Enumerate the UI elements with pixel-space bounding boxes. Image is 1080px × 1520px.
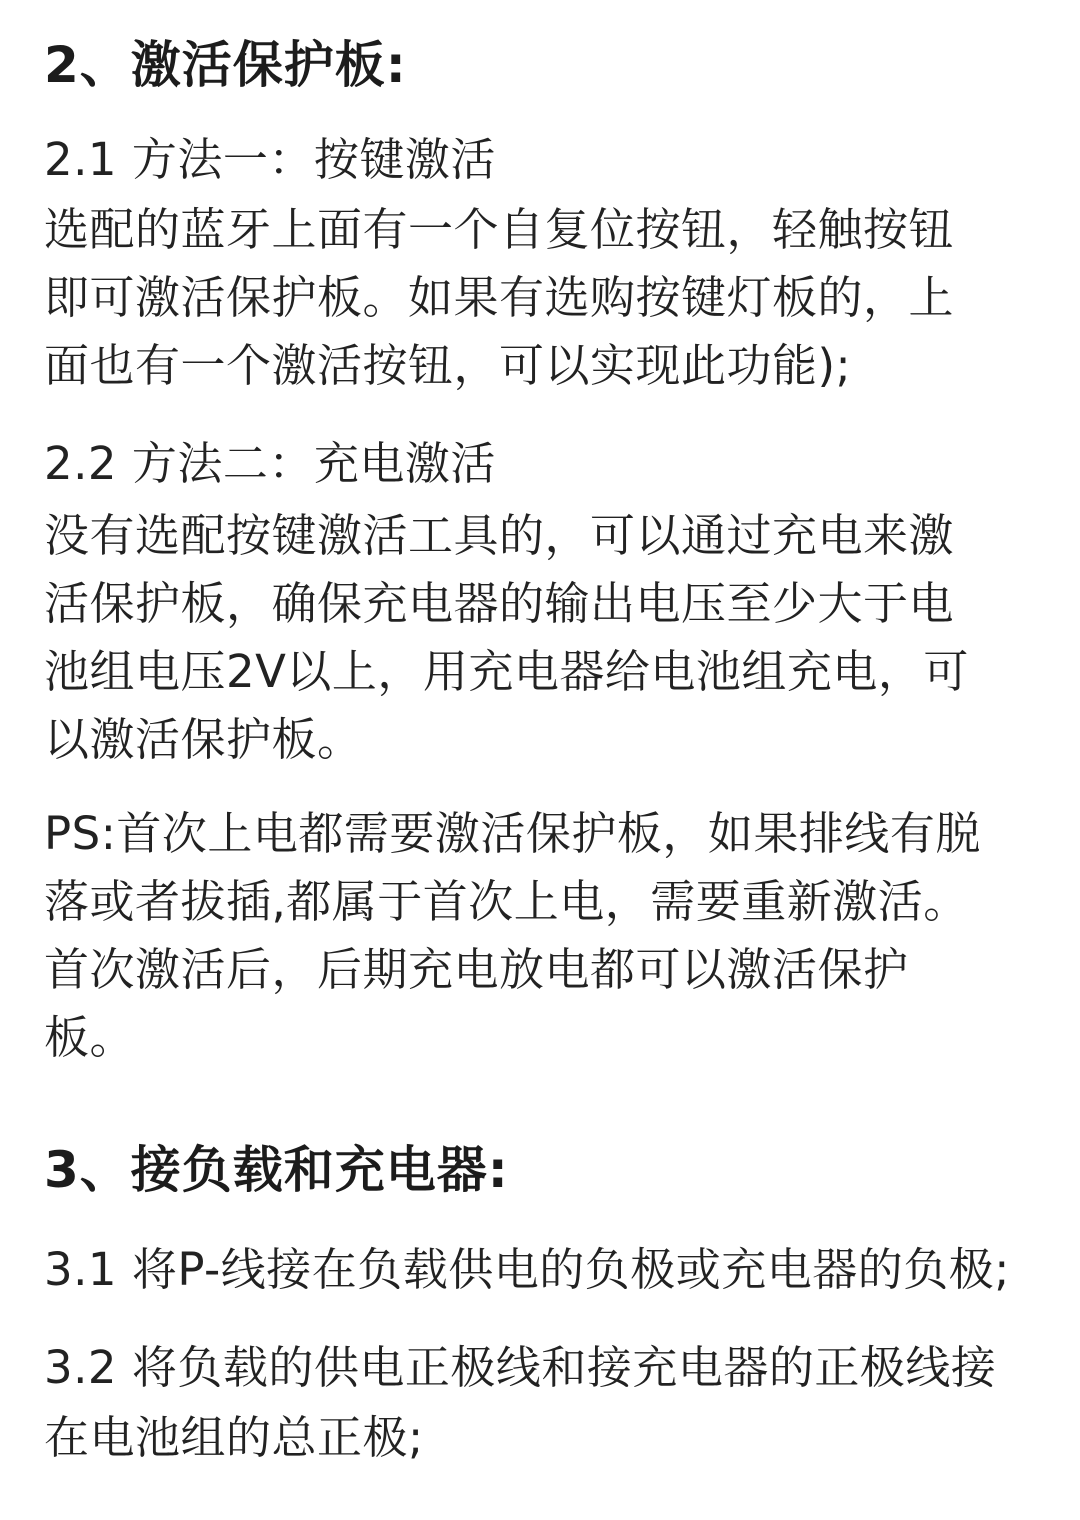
ps-note-line-1: PS:首次上电都需要激活保护板，如果排线有脱 [44, 807, 981, 860]
section-2-heading: 2、激活保护板: [44, 36, 407, 94]
method-2-line-3: 池组电压2V以上，用充电器给电池组充电，可 [44, 645, 969, 698]
method-1-line-2: 即可激活保护板。如果有选购按键灯板的，上 [44, 271, 955, 324]
method-1-line-1: 选配的蓝牙上面有一个自复位按钮，轻触按钮 [44, 203, 955, 256]
step-3-1-line-1: 3.1 将P-线接在负载供电的负极或充电器的负极; [44, 1243, 1010, 1296]
method-2-line-2: 活保护板，确保充电器的输出电压至少大于电 [44, 577, 955, 630]
method-1-line-3: 面也有一个激活按钮，可以实现此功能); [44, 339, 852, 392]
step-3-2-line-2: 在电池组的总正极; [44, 1411, 424, 1464]
ps-note-line-2: 落或者拔插,都属于首次上电，需要重新激活。 [44, 875, 969, 928]
ps-note-line-3: 首次激活后，后期充电放电都可以激活保护 [44, 943, 909, 996]
section-3-heading: 3、接负载和充电器: [44, 1141, 509, 1199]
step-3-2-line-1: 3.2 将负载的供电正极线和接充电器的正极线接 [44, 1341, 997, 1394]
method-2-line-1: 没有选配按键激活工具的，可以通过充电来激 [44, 509, 955, 562]
method-2-title: 2.2 方法二：充电激活 [44, 437, 496, 490]
method-1-title: 2.1 方法一：按键激活 [44, 133, 496, 186]
method-2-line-4: 以激活保护板。 [44, 713, 363, 766]
ps-note-line-4: 板。 [44, 1011, 136, 1064]
